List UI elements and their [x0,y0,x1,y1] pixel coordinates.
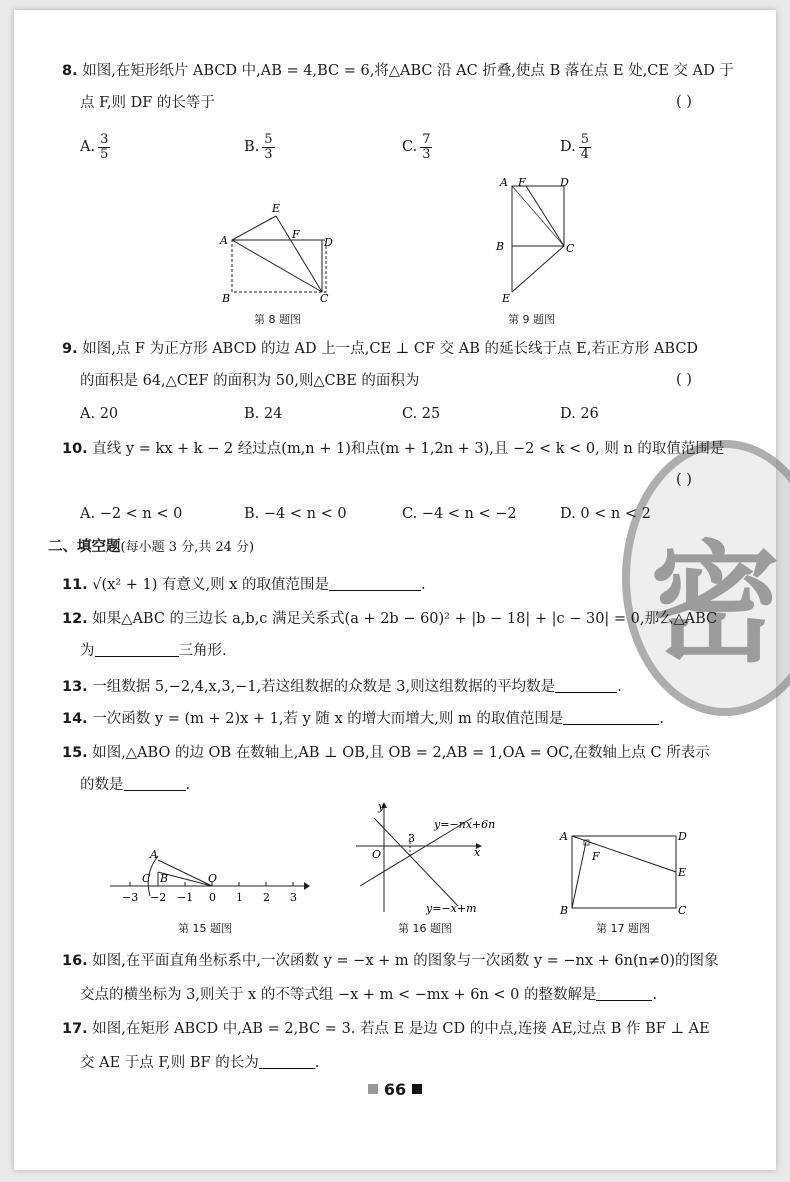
fig8-label-d: D [324,236,333,249]
q11-number: 11. [62,577,88,593]
q10-option-b: B. −4 < n < 0 [244,506,347,522]
fig15-tick: −3 [122,891,139,904]
fig17-label-a: A [560,830,568,843]
q11-blank[interactable] [329,576,421,591]
fig9-label-e: E [502,292,511,305]
q9-option-a: A. 20 [80,406,119,422]
q16-text1: 如图,在平面直角坐标系中,一次函数 y = −x + m 的图象与一次函数 y = −nx + 6n(n≠0)的图象 [92,953,719,969]
q8-paren: ( ) [676,94,692,110]
fig17-label-d: D [678,830,687,843]
q16-number: 16. [62,953,88,969]
q17-end: . [314,1055,320,1071]
fig15-tick: 0 [209,891,216,904]
q13 [62,678,622,696]
figure-17 [556,826,696,918]
q12-blank[interactable] [95,642,179,657]
page-number: 66 [383,1080,407,1099]
section2-heading [48,538,254,557]
fig15-label-b: B [160,872,169,885]
q8-option-b: B. $\frac{5}{3}$ [244,131,273,162]
q15-blank[interactable] [124,776,186,791]
q13-text: 一组数据 5,−2,4,x,3,−1,若这组数据的众数是 3,则这组数据的平均数是 [92,679,556,695]
figure-9 [494,174,584,306]
q16-line2 [80,986,657,1004]
fig9-label-a: A [500,176,508,189]
fig16-label-o: O [372,848,382,861]
q9-number: 9. [62,341,78,357]
q12-line2 [80,642,227,660]
q8-option-d: D. $\frac{5}{4}$ [560,131,589,162]
q9-line1 [62,340,698,358]
q16-blank[interactable] [596,986,652,1001]
q8-line1 [62,62,734,80]
fig17-caption: 第 17 题图 [596,922,650,935]
fig16-line2-label: y=−x+m [426,902,477,915]
fig16-caption: 第 16 题图 [398,922,452,935]
fig16-label-y: y [378,800,385,813]
q10-option-a: A. −2 < n < 0 [80,506,183,522]
figure-15 [108,844,310,906]
q9-paren: ( ) [676,372,692,388]
fig8-label-c: C [320,292,329,305]
fig17-label-b: B [560,904,569,917]
q10-number: 10. [62,441,88,457]
q8-number: 8. [62,63,78,79]
q15-number: 15. [62,745,88,761]
q12-text1: 如果△ABC 的三边长 a,b,c 满足关系式(a + 2b − 60)² + |b − 18| + |c − 30| = 0,那么△ABC [92,611,718,627]
q8-line2: 点 F,则 DF 的长等于 [80,95,215,111]
fig17-label-e: E [678,866,687,879]
fig15-tick: 2 [263,891,270,904]
q17-blank[interactable] [259,1054,315,1069]
fig8-caption: 第 8 题图 [254,313,301,326]
fig8-label-f: F [292,228,300,241]
fig16-label-x: x [474,846,481,859]
section2-title: 二、填空题 [48,539,121,555]
fig15-label-o: O [208,872,218,885]
q10-option-d: D. 0 < n < 2 [560,506,651,522]
q9-text1: 如图,点 F 为正方形 ABCD 的边 AD 上一点,CE ⊥ CF 交 AB 的延长线于点 E,若正方形 ABCD [82,341,699,357]
fig16-line1-label: y=−nx+6n [434,818,496,831]
fig9-caption: 第 9 题图 [508,313,555,326]
q12-text2a: 为 [80,643,95,659]
q14-text: 一次函数 y = (m + 2)x + 1,若 y 随 x 的增大而增大,则 m 的取值范围是 [92,711,564,727]
fig9-label-c: C [566,242,575,255]
fig15-tick: 1 [236,891,243,904]
q9-option-b: B. 24 [244,406,283,422]
q13-end: . [617,679,622,695]
q17-text1: 如图,在矩形 ABCD 中,AB = 2,BC = 3. 若点 E 是边 CD 的中点,连接 AE,过点 B 作 BF ⊥ AE [92,1021,710,1037]
q8-text1: 如图,在矩形纸片 ABCD 中,AB = 4,BC = 6,将△ABC 沿 AC 折叠,使点 B 落在点 E 处,CE 交 AD 于 [82,63,734,79]
right-square-icon [412,1084,422,1094]
q10-option-c: C. −4 < n < −2 [402,506,517,522]
figure-16 [352,800,502,916]
q14-blank[interactable] [563,710,659,725]
left-square-icon [368,1084,378,1094]
q11-text: √(x² + 1) 有意义,则 x 的取值范围是 [92,577,330,593]
fig15-tick: 3 [290,891,297,904]
fig15-caption: 第 15 题图 [178,922,232,935]
q17-line2 [80,1054,319,1072]
fig16-label-3: 3 [408,832,415,845]
q15-text2: 的数是 [80,777,124,793]
fig15-tick: −2 [150,891,167,904]
fig9-label-f: F [518,176,526,189]
fig8-label-b: B [222,292,231,305]
q10-text1: 直线 y = kx + k − 2 经过点(m,n + 1)和点(m + 1,2n + 3),且 −2 < k < 0, 则 n 的取值范围是 [92,441,725,457]
section2-note: (每小题 3 分,共 24 分) [120,540,255,555]
q16-text2: 交点的横坐标为 3,则关于 x 的不等式组 −x + m < −mx + 6n < 0 的整数解是 [80,987,597,1003]
q14-number: 14. [62,711,88,727]
q11-end: . [421,577,426,593]
q14 [62,710,664,728]
q17-number: 17. [62,1021,88,1037]
q16-line1 [62,952,719,970]
q15-text1: 如图,△ABO 的边 OB 在数轴上,AB ⊥ OB,且 OB = 2,AB = 1,OA = OC,在数轴上点 C 所表示 [92,745,710,761]
fig8-label-a: A [220,234,228,247]
q9-option-d: D. 26 [560,406,599,422]
q13-blank[interactable] [555,678,617,693]
q10-line1 [62,440,724,458]
q9-option-c: C. 25 [402,406,441,422]
fig17-label-c: C [678,904,687,917]
q8-option-a: A. $\frac{3}{5}$ [80,131,109,162]
q15-end: . [185,777,191,793]
q9-line2: 的面积是 64,△CEF 的面积为 50,则△CBE 的面积为 [80,373,420,389]
figure-8 [218,198,338,306]
fig8-label-e: E [272,202,281,215]
fig15-label-c: C [142,872,151,885]
stamp-char: 密 [650,528,781,680]
q15-line2 [80,776,190,794]
q14-end: . [659,711,664,727]
q12-line1 [62,610,717,628]
fig9-label-b: B [496,240,505,253]
q10-paren: ( ) [676,472,692,488]
q17-text2: 交 AE 于点 F,则 BF 的长为 [80,1055,259,1071]
q8-option-c: C. $\frac{7}{3}$ [402,131,431,162]
q13-number: 13. [62,679,88,695]
q12-number: 12. [62,611,88,627]
fig17-label-f: F [592,850,600,863]
page-footer [0,1080,790,1099]
q12-text2b: 三角形. [178,643,227,659]
fig15-tick: −1 [177,891,194,904]
q17-line1 [62,1020,710,1038]
fig15-label-a: A [150,848,158,861]
q15-line1 [62,744,710,762]
q16-end: . [652,987,658,1003]
q11 [62,576,426,594]
fig9-label-d: D [560,176,569,189]
